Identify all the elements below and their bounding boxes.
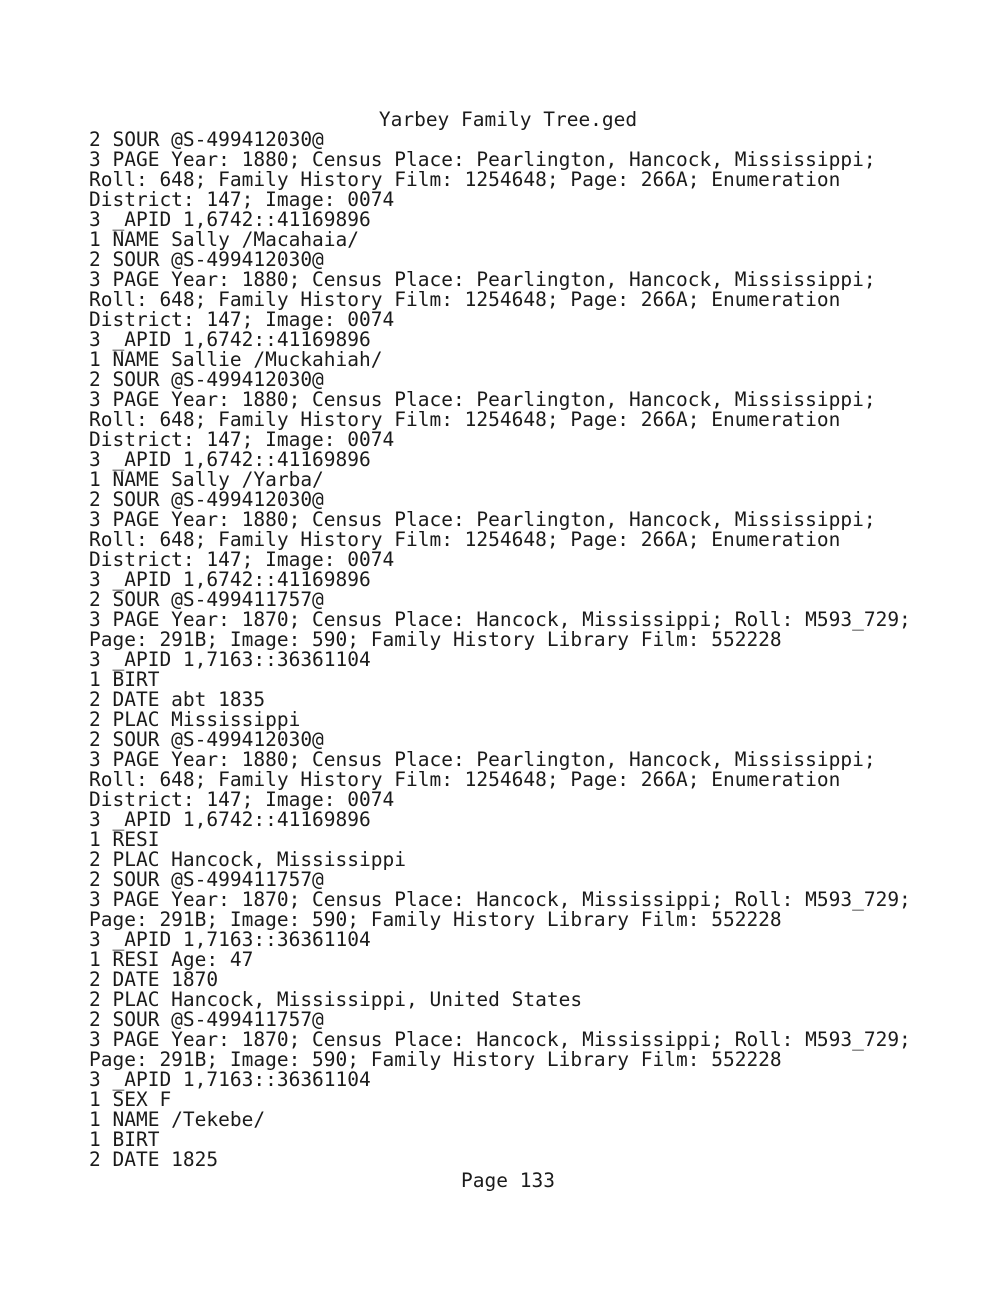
text-line: 3 PAGE Year: 1880; Census Place: Pearlington, Hancock, Mississippi; xyxy=(89,388,876,411)
text-line: 2 SOUR @S-499412030@ xyxy=(89,248,324,271)
text-line: 2 DATE abt 1835 xyxy=(89,688,266,711)
text-line: Roll: 648; Family History Film: 1254648; Page: 266A; Enumeration xyxy=(89,168,841,191)
text-line: 1 NAME Sally /Yarba/ xyxy=(89,468,324,491)
text-line: 2 PLAC Hancock, Mississippi, United States xyxy=(89,988,583,1011)
text-line: 3 PAGE Year: 1870; Census Place: Hancock, Mississippi; Roll: M593_729; xyxy=(89,608,911,631)
text-line: 3 PAGE Year: 1880; Census Place: Pearlington, Hancock, Mississippi; xyxy=(89,268,876,291)
text-line: Roll: 648; Family History Film: 1254648; Page: 266A; Enumeration xyxy=(89,288,841,311)
text-line: 1 BIRT xyxy=(89,1128,160,1151)
text-line: 3 _APID 1,7163::36361104 xyxy=(89,1068,371,1091)
text-line: 3 PAGE Year: 1870; Census Place: Hancock, Mississippi; Roll: M593_729; xyxy=(89,1028,911,1051)
text-line: 3 PAGE Year: 1880; Census Place: Pearlington, Hancock, Mississippi; xyxy=(89,748,876,771)
text-line: Page: 291B; Image: 590; Family History Library Film: 552228 xyxy=(89,628,782,651)
text-line: Roll: 648; Family History Film: 1254648; Page: 266A; Enumeration xyxy=(89,768,841,791)
text-line: 2 DATE 1825 xyxy=(89,1148,219,1171)
text-line: 2 SOUR @S-499412030@ xyxy=(89,728,324,751)
text-line: District: 147; Image: 0074 xyxy=(89,188,395,211)
text-line: 2 SOUR @S-499411757@ xyxy=(89,588,324,611)
text-line: Page: 291B; Image: 590; Family History Library Film: 552228 xyxy=(89,1048,782,1071)
text-line: 3 PAGE Year: 1880; Census Place: Pearlington, Hancock, Mississippi; xyxy=(89,508,876,531)
text-line: District: 147; Image: 0074 xyxy=(89,428,395,451)
text-line: 3 PAGE Year: 1880; Census Place: Pearlington, Hancock, Mississippi; xyxy=(89,148,876,171)
text-line: 3 _APID 1,6742::41169896 xyxy=(89,568,371,591)
text-line: 1 BIRT xyxy=(89,668,160,691)
text-line: 1 RESI xyxy=(89,828,160,851)
text-line: 3 _APID 1,6742::41169896 xyxy=(89,448,371,471)
text-line: 2 SOUR @S-499412030@ xyxy=(89,128,324,151)
text-line: 2 SOUR @S-499412030@ xyxy=(89,488,324,511)
text-line: 1 SEX F xyxy=(89,1088,172,1111)
text-line: 2 PLAC Hancock, Mississippi xyxy=(89,848,406,871)
text-line: 1 NAME Sally /Macahaia/ xyxy=(89,228,360,251)
text-line: 2 PLAC Mississippi xyxy=(89,708,301,731)
text-line: 2 SOUR @S-499412030@ xyxy=(89,368,324,391)
text-line: Roll: 648; Family History Film: 1254648; Page: 266A; Enumeration xyxy=(89,408,841,431)
text-line: District: 147; Image: 0074 xyxy=(89,788,395,811)
text-line: Roll: 648; Family History Film: 1254648; Page: 266A; Enumeration xyxy=(89,528,841,551)
text-line: 2 DATE 1870 xyxy=(89,968,219,991)
text-line: 3 _APID 1,6742::41169896 xyxy=(89,808,371,831)
text-line: 1 NAME Sallie /Muckahiah/ xyxy=(89,348,383,371)
text-line: 2 SOUR @S-499411757@ xyxy=(89,868,324,891)
text-line: 3 _APID 1,7163::36361104 xyxy=(89,928,371,951)
page-number: Page 133 xyxy=(461,1169,555,1192)
text-line: District: 147; Image: 0074 xyxy=(89,548,395,571)
text-line: District: 147; Image: 0074 xyxy=(89,308,395,331)
text-line: 3 _APID 1,6742::41169896 xyxy=(89,208,371,231)
text-line: 1 NAME /Tekebe/ xyxy=(89,1108,266,1131)
text-line: 3 _APID 1,6742::41169896 xyxy=(89,328,371,351)
text-line: Page: 291B; Image: 590; Family History Library Film: 552228 xyxy=(89,908,782,931)
document-title: Yarbey Family Tree.ged xyxy=(378,108,638,131)
text-line: 1 RESI Age: 47 xyxy=(89,948,254,971)
text-line: 2 SOUR @S-499411757@ xyxy=(89,1008,324,1031)
text-line: 3 PAGE Year: 1870; Census Place: Hancock, Mississippi; Roll: M593_729; xyxy=(89,888,911,911)
gedcom-text-body xyxy=(89,130,969,1170)
text-line: 3 _APID 1,7163::36361104 xyxy=(89,648,371,671)
